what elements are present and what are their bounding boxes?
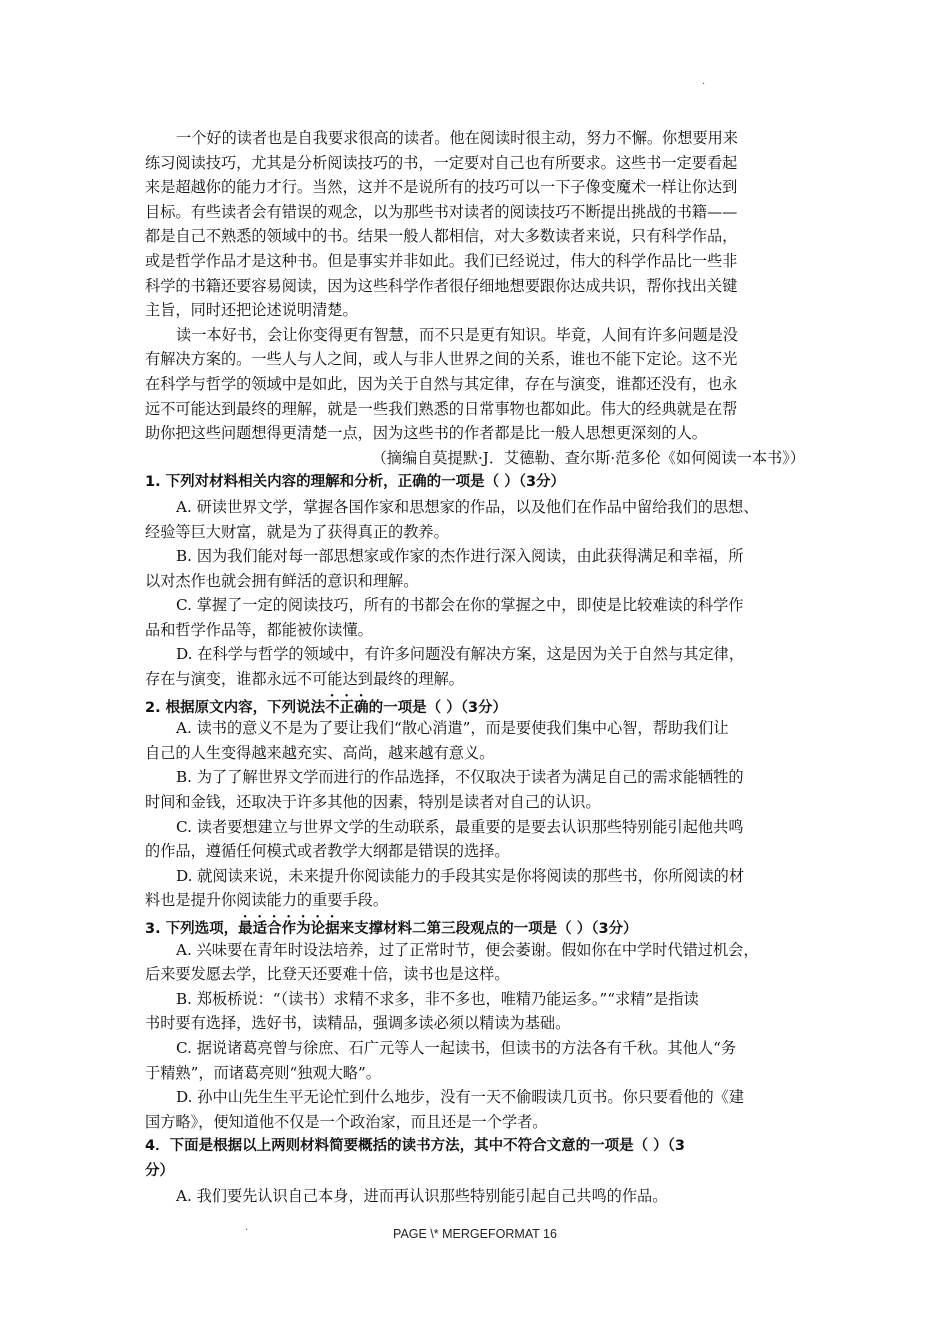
option-d-cont: 存在与演变，谁都永远不可能达到最终的理解。 — [145, 670, 464, 689]
option-b-cont: 以对杰作也就会拥有鲜活的意识和理解。 — [145, 571, 419, 590]
question-stem-cont: 分） — [145, 1162, 174, 1179]
option-c-cont: 的作品，遵循任何模式或者教学大纲都是错误的选择。 — [145, 842, 510, 861]
text-line: 来是超越你的能力才行。当然，这并不是说所有的技巧可以一下子像变魔术一样让你达到 — [145, 178, 738, 197]
text-line: 远不可能达到最终的理解，就是一些我们熟悉的日常事物也都如此。伟大的经典就是在帮 — [145, 399, 738, 418]
option-c: C. 读者要想建立与世界文学的生动联系，最重要的是要去认识那些特别能引起他共鸣 — [176, 817, 744, 836]
option-b: B. 郑板桥说：“（读书）求精不求多，非不多也，唯精乃能运多。”“求精”是指读 — [176, 989, 699, 1008]
stem-emphasis: 不正确 — [325, 699, 369, 716]
option-c-cont: 品和哲学作品等，都能被你读懂。 — [145, 620, 373, 639]
passage-source: （摘编自莫提默·J．艾德勒、查尔斯·范多伦《如何阅读一本书》） — [371, 448, 805, 467]
option-d-cont: 料也是提升你阅读能力的重要手段。 — [145, 891, 388, 910]
option-b-cont: 时间和金钱，还取决于许多其他的因素，特别是读者对自己的认识。 — [145, 793, 601, 812]
top-dot-mark: . — [702, 76, 706, 87]
question-stem — [145, 692, 815, 717]
option-b-cont: 书时要有选择，选好书，读精品，强调多读必须以精读为基础。 — [145, 1014, 571, 1033]
option-a-cont: 自己的人生变得越来越充实、高尚，越来越有意义。 — [145, 743, 495, 762]
stem-text: 2. 根据原文内容，下列说法 — [145, 699, 326, 716]
text-line: 都是自己不熟悉的领域中的书。结果一般人都相信，对大多数读者来说，只有科学作品， — [145, 227, 738, 246]
question-stem: 4．下面是根据以上两则材料简要概括的读书方法，其中不符合文意的一项是（ ）（3 — [145, 1138, 685, 1155]
text-line: 有解决方案的。一些人与人之间，或人与非人世界之间的关系，谁也不能下定论。这不光 — [145, 350, 738, 369]
option-a: A. 兴味要在青年时设法培养，过了正常时节，便会萎谢。假如你在中学时代错过机会， — [176, 940, 759, 959]
text-line: 科学的书籍还要容易阅读，因为这些科学作者很仔细地想要跟你达成共识，帮你找出关键 — [145, 276, 738, 295]
option-c-cont: 于精熟”，而诸葛亮则“独观大略”。 — [145, 1063, 381, 1082]
passage-paragraph-2 — [145, 323, 815, 446]
stem-text: 的一项是（ ）（3分） — [368, 699, 508, 716]
question-4 — [145, 1134, 815, 1208]
option-d: D. 孙中山先生生平无论忙到什么地步，没有一天不偷暇读几页书。你只要看他的《建 — [176, 1088, 745, 1107]
text-line: 练习阅读技巧，尤其是分析阅读技巧的书，一定要对自己也有所要求。这些书一定要看起 — [145, 153, 738, 172]
text-line: 或是哲学作品才是这种书。但是事实并非如此。我们已经说过，伟大的科学作品比一些非 — [145, 251, 738, 270]
document-content — [145, 126, 815, 1208]
stem-emphasis: 最适合作为论据 — [238, 921, 340, 937]
option-a: A. 我们要先认识自己本身，进而再认识那些特别能引起自己共鸣的作品。 — [176, 1186, 668, 1205]
question-stem: 1. 下列对材料相关内容的理解和分析，正确的一项是（ ）（3分） — [145, 474, 566, 491]
question-1 — [145, 470, 815, 691]
passage-paragraph-1 — [145, 126, 815, 323]
page-footer: PAGE \* MERGEFORMAT 16 — [393, 1227, 557, 1241]
question-2 — [145, 692, 815, 913]
option-d: D. 就阅读来说，未来提升你阅读能力的手段其实是你将阅读的那些书，你所阅读的材 — [176, 866, 745, 885]
option-a: A. 研读世界文学，掌握各国作家和思想家的作品，以及他们在作品中留给我们的思想、 — [176, 497, 759, 516]
text-line: 一个好的读者也是自我要求很高的读者。他在阅读时很主动，努力不懈。你想要用来 — [176, 129, 738, 147]
option-a: A. 读书的意义不是为了要让我们“散心消遣”，而是要使我们集中心智，帮助我们让 — [176, 719, 729, 738]
option-b: B. 为了了解世界文学而进行的作品选择，不仅取决于读者为满足自己的需求能牺牲的 — [176, 768, 744, 787]
text-line: 助你把这些问题想得更清楚一点，因为这些书的作者都是比一般人思想更深刻的人。 — [145, 424, 707, 443]
option-c: C. 掌握了一定的阅读技巧，所有的书都会在你的掌握之中，即使是比较难读的科学作 — [176, 596, 744, 615]
option-c: C. 据说诸葛亮曾与徐庶、石广元等人一起读书，但读书的方法各有千秋。其他人“务 — [176, 1038, 737, 1057]
text-line: 在科学与哲学的领域中是如此，因为关于自然与其定律，存在与演变，谁都还没有，也永 — [145, 374, 738, 393]
option-b: B. 因为我们能对每一部思想家或作家的杰作进行深入阅读，由此获得满足和幸福，所 — [176, 547, 744, 566]
question-3 — [145, 913, 815, 1134]
text-line: 目标。有些读者会有错误的观念，以为那些书对读者的阅读技巧不断提出挑战的书籍—— — [145, 202, 738, 221]
stem-text: 3. 下列选项， — [145, 921, 239, 937]
question-stem — [145, 913, 815, 938]
text-line: 读一本好书，会让你变得更有智慧，而不只是更有知识。毕竟，人间有许多问题是没 — [176, 325, 738, 344]
option-a-cont: 后来要发愿去学，比登天还要难十倍，读书也是这样。 — [145, 965, 510, 984]
option-d: D. 在科学与哲学的领域中，有许多问题没有解决方案，这是因为关于自然与其定律， — [176, 645, 745, 664]
text-line: 主旨，同时还把论述说明清楚。 — [145, 301, 358, 320]
option-a-cont: 经验等巨大财富，就是为了获得真正的教养。 — [145, 522, 449, 541]
option-d-cont: 国方略》，便知道他不仅是一个政治家，而且还是一个学者。 — [145, 1112, 548, 1131]
bottom-dot-mark: . — [245, 1222, 249, 1233]
stem-text: 来支撑材料二第三段观点的一项是（ ）（3分） — [339, 921, 638, 937]
